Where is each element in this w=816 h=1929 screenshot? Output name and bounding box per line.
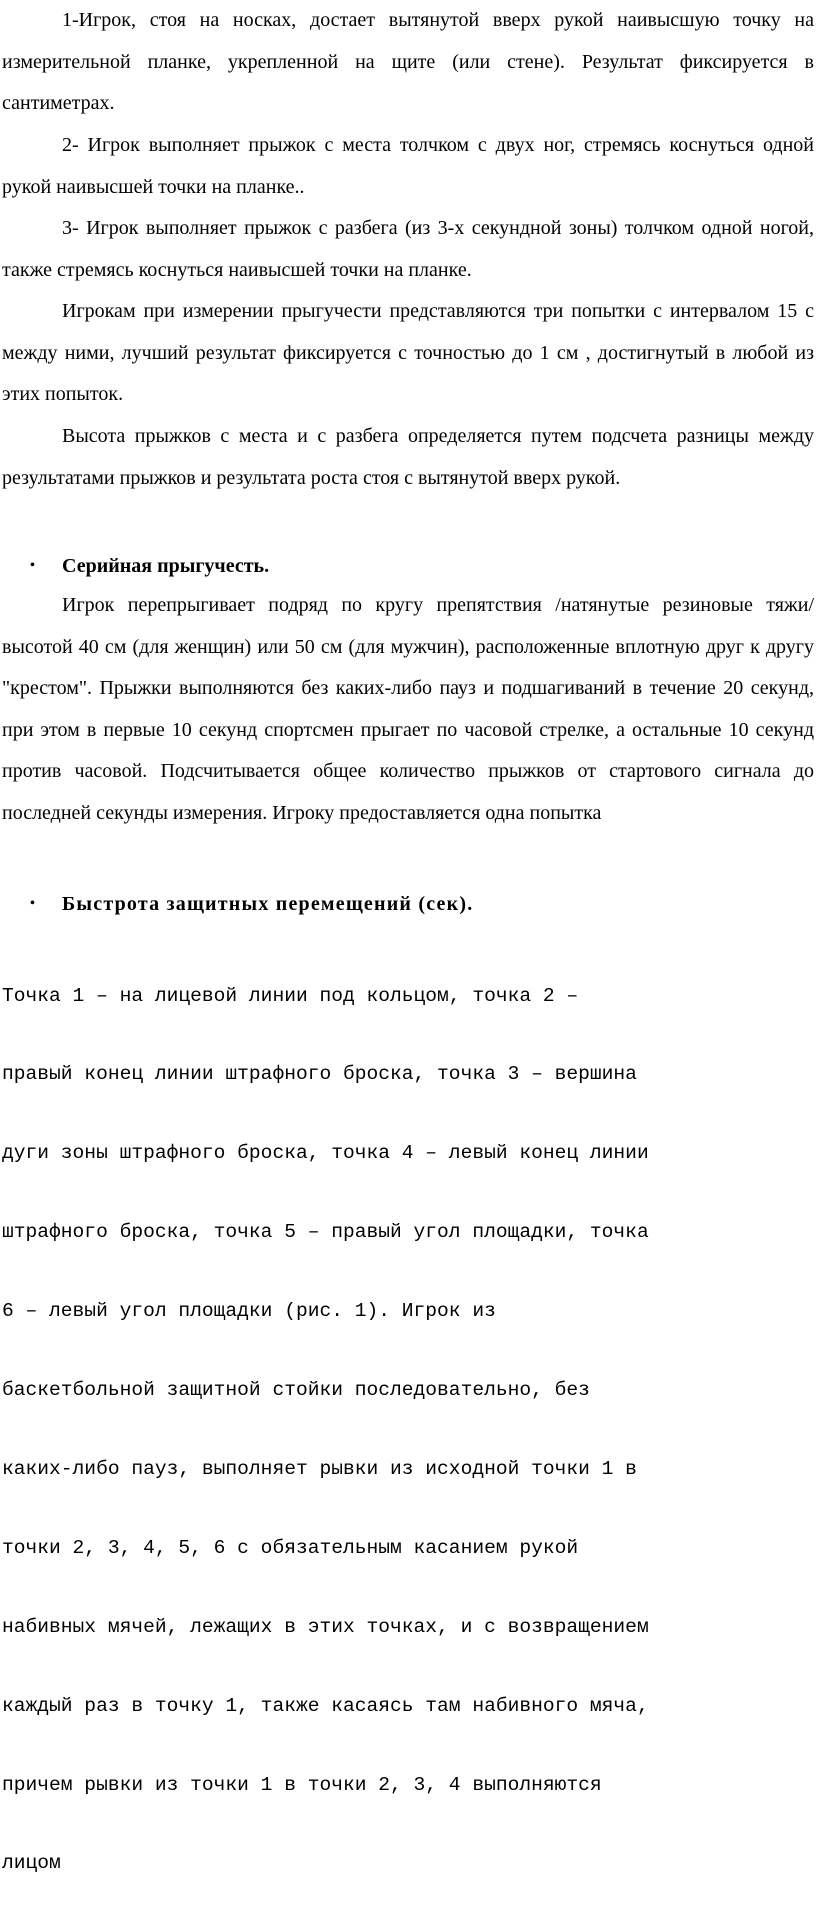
text-line: Точка 1 – на лицевой линии под кольцом, точка 2 – <box>2 984 579 1007</box>
paragraph-running-jump: 3- Игрок выполняет прыжок с разбега (из 3-х секундной зоны) толчком одной ногой, также стремясь коснуться наивысшей точки на планке. <box>2 217 814 281</box>
text-line: 6 – левый угол площадки (рис. 1). Игрок из <box>2 1300 496 1323</box>
bullet-icon: • <box>30 896 35 911</box>
paragraph-attempts: Игрокам при измерении прыгучести представляются три попытки с интервалом 15 с между ними, лучший результат фиксируется с точностью до 1 см , достигнутый в любой из этих попыток. <box>2 300 814 405</box>
paragraph-reach-test: 1-Игрок, стоя на носках, достает вытянутой вверх рукой наивысшую точку на измерительной планке, укрепленной на щите (или стене). Результат фиксируется в сантиметрах. <box>2 9 814 114</box>
text-line: правый конец линии штрафного броска, точка 3 – вершина <box>2 1063 637 1086</box>
bullet-defensive-speed <box>0 890 812 920</box>
section-heading: Быстрота защитных перемещений (сек). <box>62 893 474 915</box>
text-line: набивных мячей, лежащих в этих точках, и с возвращением <box>2 1615 649 1638</box>
bullet-serial-jumping <box>0 552 812 582</box>
paragraph-standing-jump: 2- Игрок выполняет прыжок с места толчком с двух ног, стремясь коснуться одной рукой наивысшей точки на планке.. <box>2 134 814 198</box>
text-line: точки 2, 3, 4, 5, 6 с обязательным касанием рукой <box>2 1536 579 1559</box>
text-line: причем рывки из точки 1 в точки 2, 3, 4 выполняются <box>2 1773 602 1796</box>
text-line: баскетбольной защитной стойки последовательно, без <box>2 1379 590 1402</box>
text-line: каких-либо пауз, выполняет рывки из исходной точки 1 в <box>2 1457 637 1480</box>
text-line: дуги зоны штрафного броска, точка 4 – левый конец линии <box>2 1142 649 1165</box>
text-line: лицом <box>2 1852 61 1875</box>
section-heading: Серийная прыгучесть. <box>62 555 270 577</box>
bullet-icon: • <box>30 558 35 573</box>
text-line: каждый раз в точку 1, также касаясь там набивного мяча, <box>2 1694 649 1717</box>
text-line: штрафного броска, точка 5 – правый угол площадки, точка <box>2 1221 649 1244</box>
monospace-block <box>2 930 814 1929</box>
paragraph-serial-jumping: Игрок перепрыгивает подряд по кругу препятствия /натянутые резиновые тяжи/ высотой 40 см (для женщин) или 50 см (для мужчин), расположенные вплотную друг к другу "крестом". Прыжки выполняются без каких-либо пауз и подшагиваний в течение 20 секунд, при этом в первые 10 секунд спортсмен прыгает по часовой стрелке, а остальные 10 секунд против часовой. Подсчитывается общее количество прыжков от стартового сигнала до последней секунды измерения. Игроку предоставляется одна попытка <box>2 594 814 824</box>
paragraph-height-calc: Высота прыжков с места и с разбега определяется путем подсчета разницы между результатами прыжков и результата роста стоя с вытянутой вверх рукой. <box>2 425 814 489</box>
